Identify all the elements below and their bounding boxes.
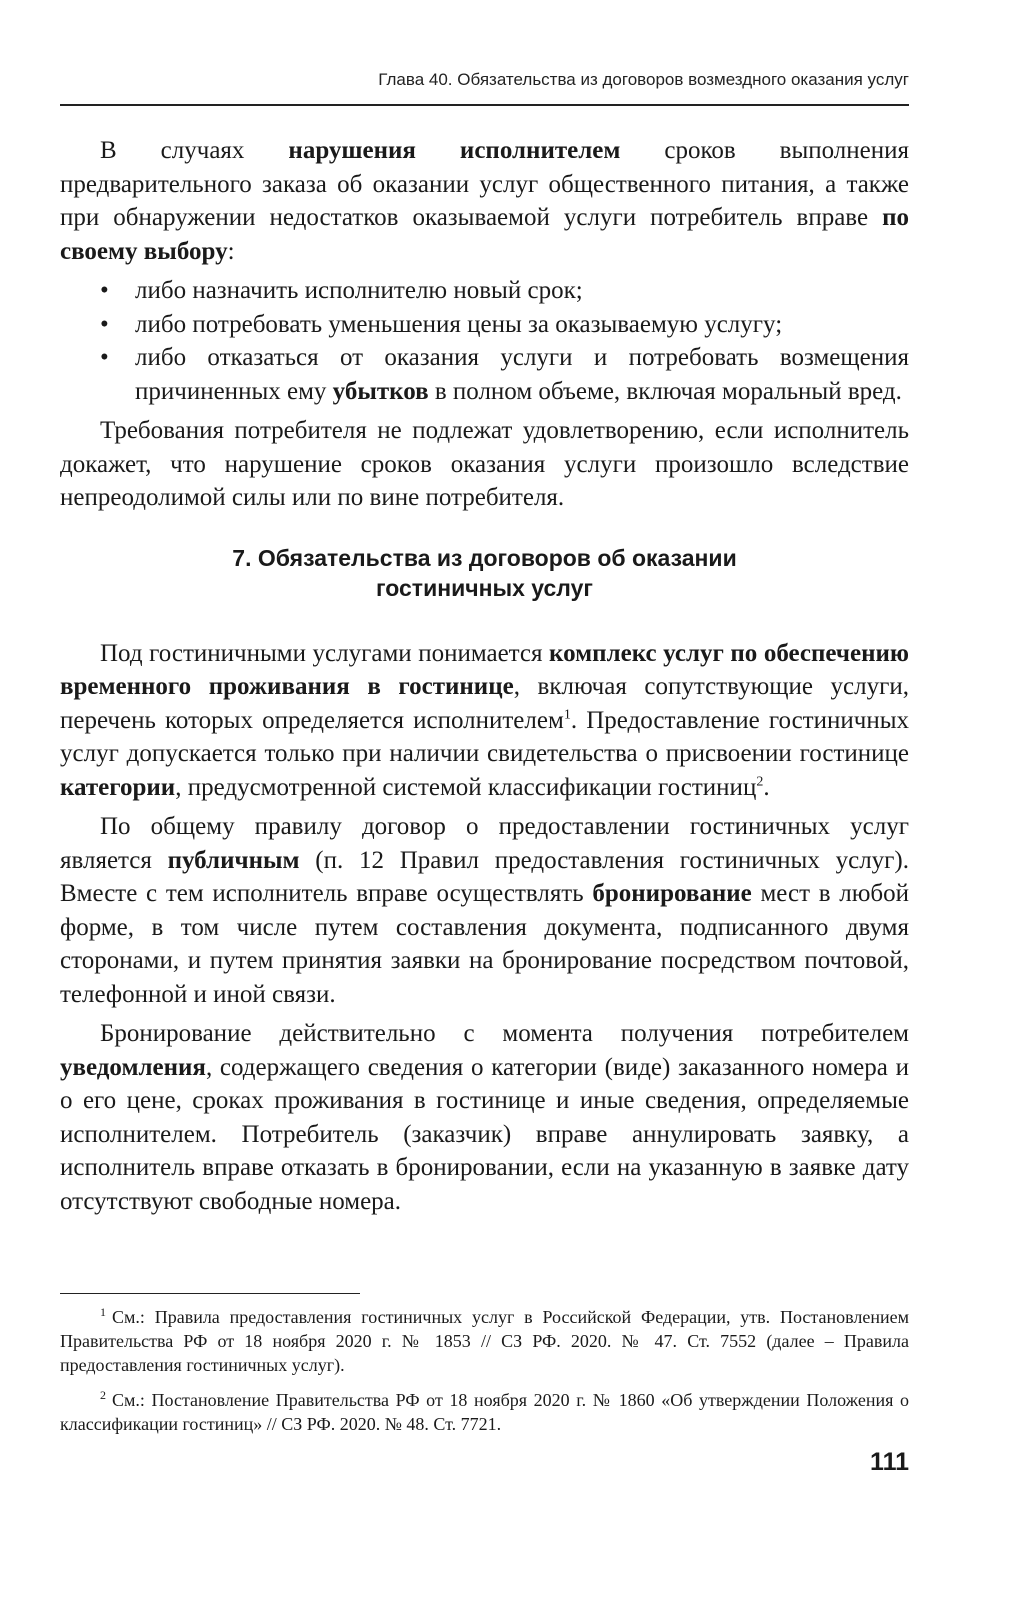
section-heading <box>60 543 909 603</box>
text-run: . <box>763 773 770 801</box>
paragraph-1 <box>60 134 909 268</box>
text-run: мест в любой форме, в том числе путем составления документа, подписанного двумя сторонами, и путем принятия заявки на бронирование посредством почтовой, телефонной и иной связи. <box>60 880 909 1008</box>
footnotes <box>60 1300 909 1442</box>
footnote <box>60 1383 909 1436</box>
bold-term: по своему выбору <box>60 204 909 265</box>
footnote-rule <box>60 1293 360 1294</box>
list-item-text: в полном объеме, включая моральный вред. <box>428 377 902 405</box>
bullet-marker: • <box>100 344 109 371</box>
footnote-ref[interactable]: 2 <box>756 774 764 790</box>
paragraph-2: Требования потребителя не подлежат удовлетворению, если исполнитель докажет, что нарушение сроков оказания услуги произошло вследствие непреодолимой силы или по вине потребителя. <box>60 417 909 511</box>
bullet-marker: • <box>100 310 109 338</box>
header-rule <box>60 104 909 106</box>
section-heading-line: гостиничных услуг <box>375 574 593 601</box>
list-item-text: либо отказаться от оказания услуги и потребовать возмещения причиненных ему <box>135 344 909 405</box>
main-text <box>60 134 909 1224</box>
paragraph-5 <box>60 1017 909 1218</box>
bold-term: нарушения исполнителем <box>288 137 621 164</box>
bullet-list <box>60 274 909 408</box>
paragraph-3 <box>60 637 909 805</box>
list-item <box>60 341 909 408</box>
bold-term: бронирование <box>592 880 752 907</box>
running-head: Глава 40. Обязательства из договоров возмездного оказания услуг <box>378 70 909 89</box>
bold-term: убытков <box>332 377 429 405</box>
list-item-text: либо потребовать уменьшения цены за оказываемую услугу; <box>135 310 783 338</box>
list-item-text: либо назначить исполнителю новый срок; <box>135 277 583 304</box>
page-number: 111 <box>870 1448 909 1476</box>
text-run: По общему правилу договор о предоставлении гостиничных услуг является <box>60 813 909 874</box>
bold-term: комплекс услуг по обеспечению временного проживания в гостинице <box>60 639 909 700</box>
text-run: , включая сопутствующие услуги, перечень которых определяется исполнителем <box>60 673 909 734</box>
section-heading-line: 7. Обязательства из договоров об оказании <box>232 544 737 571</box>
footnote-number: 1 <box>100 1305 106 1319</box>
footnote-text: См.: Постановление Правительства РФ от 18 ноября 2020 г. № 1860 «Об утверждении Положения о классификации гостиниц» // СЗ РФ. 2020. № 48. Ст. 7721. <box>60 1390 909 1434</box>
text-run: : <box>227 237 235 265</box>
text-run: , содержащего сведения о категории (виде) заказанного номера и о его цене, сроках проживания в гостинице и иные сведения, определяемые исполнителем. Потребитель (заказчик) вправе аннулировать заявку, а исполнитель вправе отказать в бронировании, если на указанную в заявке дату отсутствуют свободные номера. <box>60 1053 909 1215</box>
footnote <box>60 1300 909 1377</box>
text-run: В случаях <box>100 137 289 164</box>
bold-term: категории <box>60 773 176 801</box>
text-run: , предусмотренной системой классификации гостиниц <box>175 773 757 801</box>
footnote-number: 2 <box>100 1388 106 1402</box>
bold-term: уведомления <box>60 1053 206 1081</box>
text-run: Под гостиничными услугами понимается <box>100 639 550 667</box>
text-run: сроков выполнения предварительного заказа об оказании услуг общественного питания, а также при обнаружении недостатков оказываемой услуги потребитель вправе <box>60 137 910 231</box>
text-run: Бронирование действительно с момента получения потребителем <box>100 1020 909 1047</box>
bullet-marker: • <box>100 277 109 304</box>
paragraph-4 <box>60 810 909 1011</box>
footnote-text: См.: Правила предоставления гостиничных услуг в Российской Федерации, утв. Постановлением Правительства РФ от 18 ноября 2020 г. № 1853 // СЗ РФ. 2020. № 47. Ст. 7552 (далее – Правила предоставления гостиничных услуг). <box>60 1307 909 1375</box>
text-run: . Предоставление гостиничных услуг допускается только при наличии свидетельства о присвоении гостинице <box>60 706 909 767</box>
text-run: (п. 12 Правил предоставления гостиничных услуг). Вместе с тем исполнитель вправе осуществлять <box>60 846 909 907</box>
bold-term: публичным <box>167 846 300 874</box>
footnote-ref[interactable]: 1 <box>563 707 571 723</box>
list-item <box>60 308 909 342</box>
list-item <box>60 274 909 308</box>
